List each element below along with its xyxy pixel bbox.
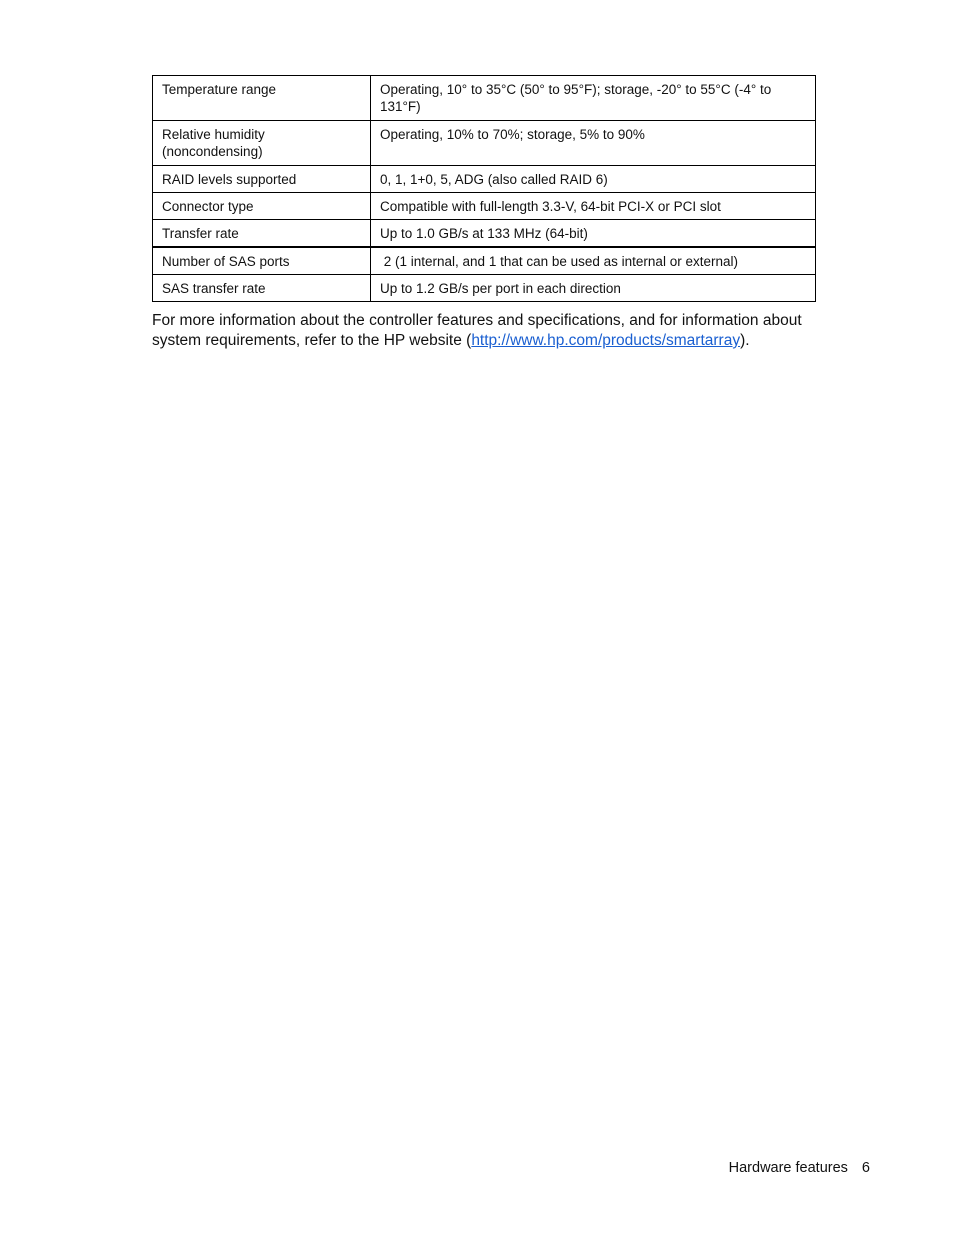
table-row: [153, 193, 816, 220]
spec-label: RAID levels supported: [153, 166, 371, 193]
table-row: [153, 220, 816, 248]
table-row: [153, 275, 816, 302]
page-footer: [729, 1159, 870, 1177]
table-row: [153, 76, 816, 121]
spec-label: Relative humidity (noncondensing): [153, 121, 371, 166]
specifications-table: [152, 75, 816, 302]
table-row: [153, 121, 816, 166]
spec-value: 0, 1, 1+0, 5, ADG (also called RAID 6): [371, 166, 816, 193]
spec-value: Up to 1.2 GB/s per port in each direction: [371, 275, 816, 302]
spec-value: 2 (1 internal, and 1 that can be used as internal or external): [371, 247, 816, 275]
spec-value: Compatible with full-length 3.3-V, 64-bit PCI-X or PCI slot: [371, 193, 816, 220]
smartarray-link[interactable]: http://www.hp.com/products/smartarray: [471, 332, 741, 349]
spec-value: Operating, 10° to 35°C (50° to 95°F); storage, -20° to 55°C (-4° to 131°F): [371, 76, 816, 121]
table-row: [153, 247, 816, 275]
spec-label: Transfer rate: [153, 220, 371, 248]
more-info-paragraph: [152, 311, 852, 351]
spec-label: Temperature range: [153, 76, 371, 121]
paragraph-text-before: For more information about the controller features and specifications, and for information about system requirements, refer to the HP website (: [152, 312, 802, 349]
spec-label: Number of SAS ports: [153, 247, 371, 275]
spec-value: Operating, 10% to 70%; storage, 5% to 90%: [371, 121, 816, 166]
table-row: [153, 166, 816, 193]
page-number: 6: [861, 1160, 870, 1176]
paragraph-text-after: ).: [740, 332, 750, 349]
spec-value: Up to 1.0 GB/s at 133 MHz (64-bit): [371, 220, 816, 248]
spec-label: Connector type: [153, 193, 371, 220]
spec-label: SAS transfer rate: [153, 275, 371, 302]
footer-section-title: Hardware features: [728, 1160, 848, 1176]
